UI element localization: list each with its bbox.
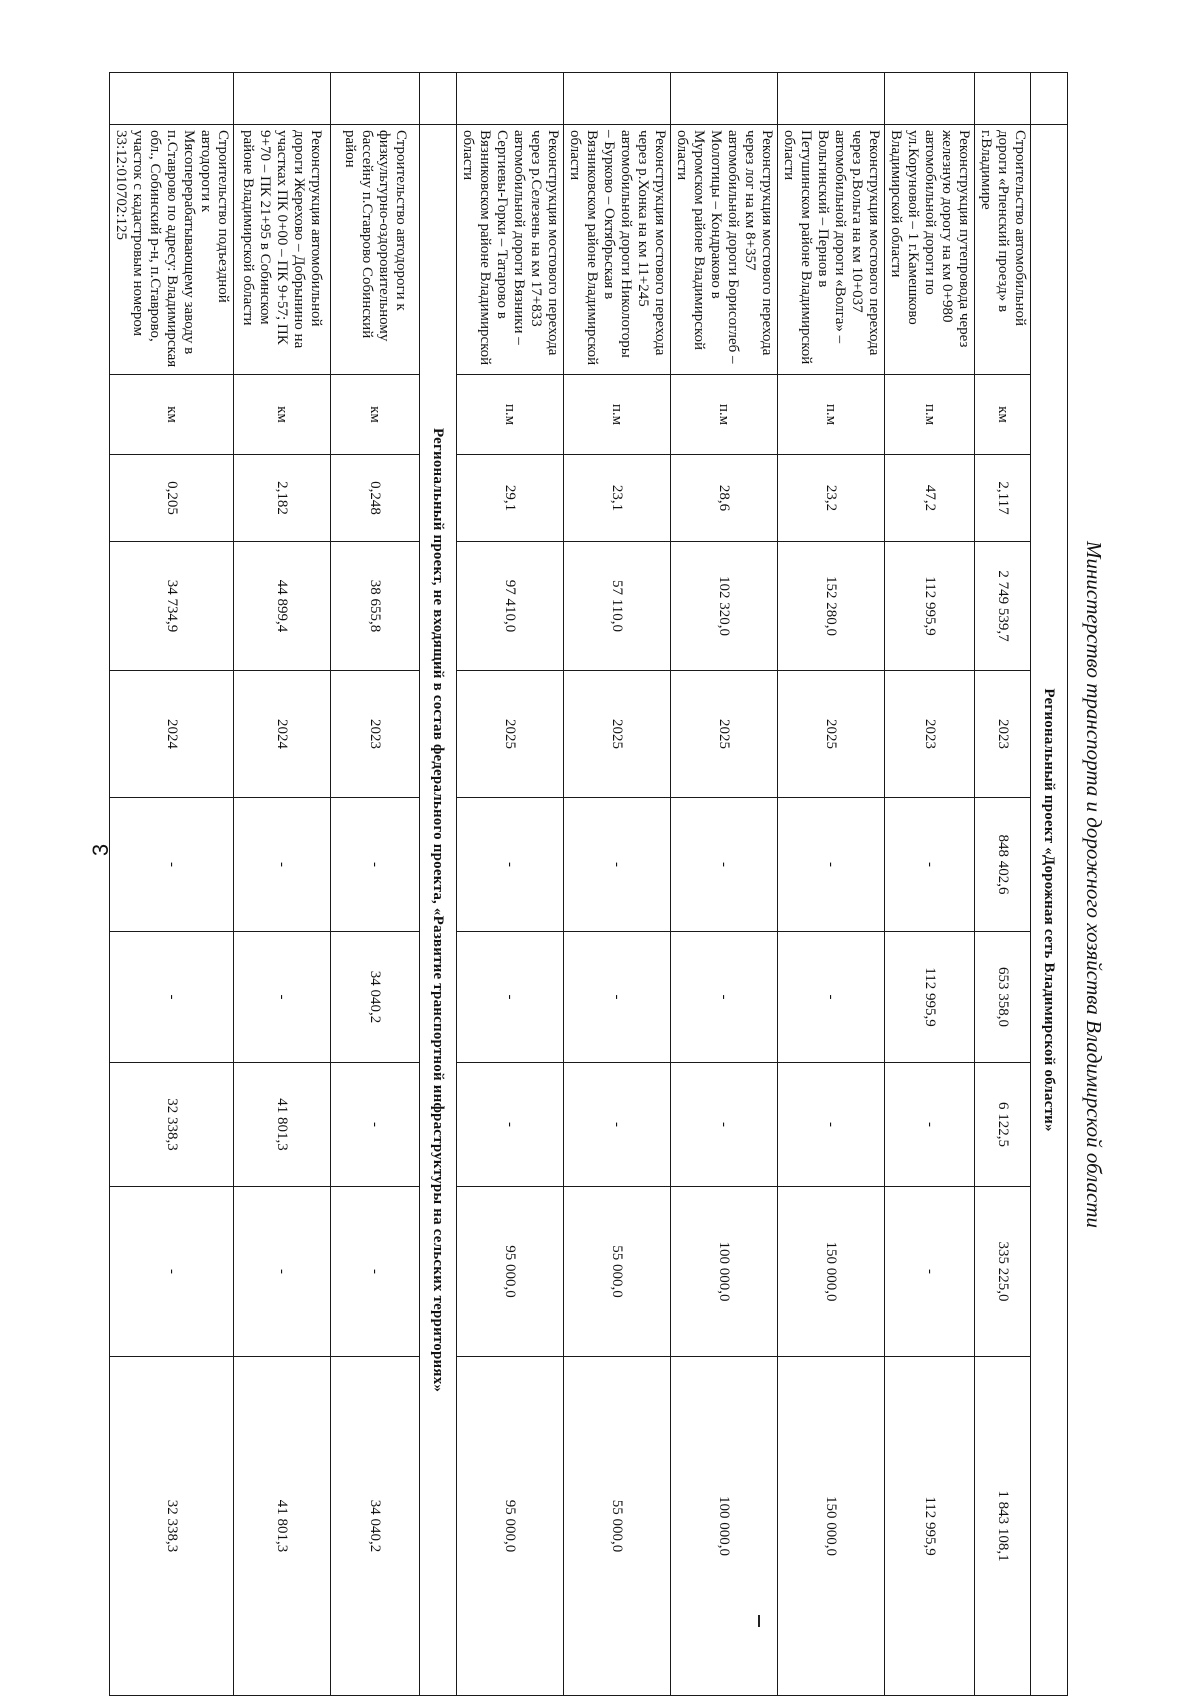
row-value: 653 358,0 <box>975 932 1031 1063</box>
row-name: Реконструкция мостового перехода через р.Вольга на км 10+037 автомобильной дороги «Волга» – Вольгинский – Пернов в Петушинском районе Владимирской области <box>778 125 885 375</box>
projects-table <box>109 72 1068 1696</box>
row-unit: п.м <box>457 375 564 455</box>
row-name: Строительство автомобильной дороги «Рпенский проезд» в г.Владимире <box>975 125 1031 375</box>
row-name: Строительство подъездной автодороги к Мясоперерабатывающему заводу в п.Ставрово по адресу: Владимирская обл., Собинский р-н, п.Ставрово, участок с кадастровым номером 33:12:010702:125 <box>110 125 234 375</box>
row-value: 41 801,3 <box>234 1063 331 1187</box>
row-value: 150 000,0 <box>778 1187 885 1357</box>
table-row <box>778 73 885 1696</box>
row-value: 41 801,3 <box>234 1357 331 1696</box>
row-value: - <box>331 1063 420 1187</box>
row-value: 2,182 <box>234 455 331 542</box>
row-value: - <box>331 798 420 932</box>
row-value: 95 000,0 <box>457 1187 564 1357</box>
row-unit: п.м <box>885 375 975 455</box>
row-value: 34 040,2 <box>331 932 420 1063</box>
row-unit: км <box>331 375 420 455</box>
row-value: 102 320,0 <box>671 542 778 671</box>
row-unit: п.м <box>778 375 885 455</box>
row-value: - <box>457 798 564 932</box>
row-unit: км <box>234 375 331 455</box>
row-value: - <box>564 932 671 1063</box>
row-name: Реконструкция мостового перехода через лог на км 8+357 автомобильной дороги Борисоглеб – Молотицы – Кондраково в Муромском районе Владимирской области <box>671 125 778 375</box>
table-row <box>975 73 1031 1696</box>
row-name: Реконструкция путепровода через железную дорогу на км 0+980 автомобильной дороги по ул.Коруновой – 1 г.Камешково Владимирской области <box>885 125 975 375</box>
table-row <box>234 73 331 1696</box>
row-value: 57 110,0 <box>564 542 671 671</box>
row-value: - <box>671 798 778 932</box>
row-value: 6 122,5 <box>975 1063 1031 1187</box>
row-value: 2024 <box>110 671 234 798</box>
row-name: Реконструкция автомобильной дороги Жерехово – Добрынино на участках ПК 0+00 – ПК 9+57; ПК 9+70 – ПК 21+95 в Собинском районе Владимирской области <box>234 125 331 375</box>
row-value: 97 410,0 <box>457 542 564 671</box>
row-value: - <box>778 798 885 932</box>
row-value: - <box>671 932 778 1063</box>
row-value: 112 995,9 <box>885 1357 975 1696</box>
row-unit: км <box>110 375 234 455</box>
row-name: Реконструкция мостового перехода через р.Селезень на км 17+833 автомобильной дороги Вязники – Сергиевы-Горки – Татарово в Вязниковском районе Владимирской области <box>457 125 564 375</box>
table-row <box>564 73 671 1696</box>
row-value: - <box>564 1063 671 1187</box>
row-value: 0,248 <box>331 455 420 542</box>
row-value: 100 000,0 <box>671 1357 778 1696</box>
row-unit: п.м <box>564 375 671 455</box>
row-unit: п.м <box>671 375 778 455</box>
row-value: 2023 <box>331 671 420 798</box>
row-value: - <box>885 1063 975 1187</box>
row-value: 38 655,8 <box>331 542 420 671</box>
row-value: 34 734,9 <box>110 542 234 671</box>
row-value: 47,2 <box>885 455 975 542</box>
row-value: 2023 <box>975 671 1031 798</box>
table-row <box>331 73 420 1696</box>
row-value: 32 338,3 <box>110 1357 234 1696</box>
row-value: 2025 <box>778 671 885 798</box>
rotated-page <box>113 72 1120 1697</box>
row-value: - <box>778 1063 885 1187</box>
blank-cell <box>885 73 975 125</box>
row-value: - <box>671 1063 778 1187</box>
row-value: 848 402,6 <box>975 798 1031 932</box>
row-value: - <box>331 1187 420 1357</box>
blank-cell <box>671 73 778 125</box>
row-value: 2025 <box>671 671 778 798</box>
row-value: 2024 <box>234 671 331 798</box>
section-row <box>1031 73 1068 1696</box>
row-value: - <box>110 798 234 932</box>
row-value: 2023 <box>885 671 975 798</box>
blank-cell <box>564 73 671 125</box>
row-value: 2 749 539,7 <box>975 542 1031 671</box>
row-value: 29,1 <box>457 455 564 542</box>
row-value: - <box>457 1063 564 1187</box>
blank-cell <box>975 73 1031 125</box>
row-value: 2,117 <box>975 455 1031 542</box>
row-value: - <box>110 1187 234 1357</box>
page-number: 3 <box>88 843 113 857</box>
row-unit: км <box>975 375 1031 455</box>
table-row <box>110 73 234 1696</box>
row-value: 95 000,0 <box>457 1357 564 1696</box>
row-value: 55 000,0 <box>564 1187 671 1357</box>
row-value: 112 995,9 <box>885 542 975 671</box>
row-value: - <box>110 932 234 1063</box>
row-value: 152 280,0 <box>778 542 885 671</box>
row-value: 335 225,0 <box>975 1187 1031 1357</box>
row-value: 0,205 <box>110 455 234 542</box>
row-value: - <box>234 1187 331 1357</box>
row-value: - <box>885 798 975 932</box>
row-value: 150 000,0 <box>778 1357 885 1696</box>
blank-cell <box>110 73 234 125</box>
blank-cell <box>778 73 885 125</box>
row-value: - <box>885 1187 975 1357</box>
row-value: 55 000,0 <box>564 1357 671 1696</box>
row-value: 2025 <box>457 671 564 798</box>
row-value: - <box>778 932 885 1063</box>
blank-cell <box>234 73 331 125</box>
blank-cell <box>420 73 457 125</box>
table-row <box>671 73 778 1696</box>
section-title: Региональный проект, не входящий в состав федерального проекта, «Развитие транспортной инфраструктуры на сельских территориях» <box>420 125 457 1696</box>
section-title: Региональный проект «Дорожная сеть Владимирской области» <box>1031 125 1068 1696</box>
row-value: - <box>234 932 331 1063</box>
row-value: - <box>564 798 671 932</box>
row-value: 44 899,4 <box>234 542 331 671</box>
row-value: 34 040,2 <box>331 1357 420 1696</box>
blank-cell <box>1031 73 1068 125</box>
blank-cell <box>331 73 420 125</box>
row-value: 1 843 108,1 <box>975 1357 1031 1696</box>
row-value: - <box>457 932 564 1063</box>
row-value: 112 995,9 <box>885 932 975 1063</box>
row-value: 2025 <box>564 671 671 798</box>
table-row <box>885 73 975 1696</box>
row-name: Строительство автодороги к физкультурно-оздоровительному бассейну п.Ставрово Собинский район <box>331 125 420 375</box>
table-row <box>457 73 564 1696</box>
row-value: 28,6 <box>671 455 778 542</box>
row-name: Реконструкция мостового перехода через р.Хонка на км 11+245 автомобильной дороги Никологоры – Бурково – Октябрьская в Вязниковском районе Владимирской области <box>564 125 671 375</box>
blank-cell <box>457 73 564 125</box>
row-value: 23,1 <box>564 455 671 542</box>
ministry-title: Министерство транспорта и дорожного хозяйства Владимирской области <box>1082 540 1106 1229</box>
section-row <box>420 73 457 1696</box>
row-value: 32 338,3 <box>110 1063 234 1187</box>
row-value: 100 000,0 <box>671 1187 778 1357</box>
row-value: - <box>234 798 331 932</box>
row-value: 23,2 <box>778 455 885 542</box>
